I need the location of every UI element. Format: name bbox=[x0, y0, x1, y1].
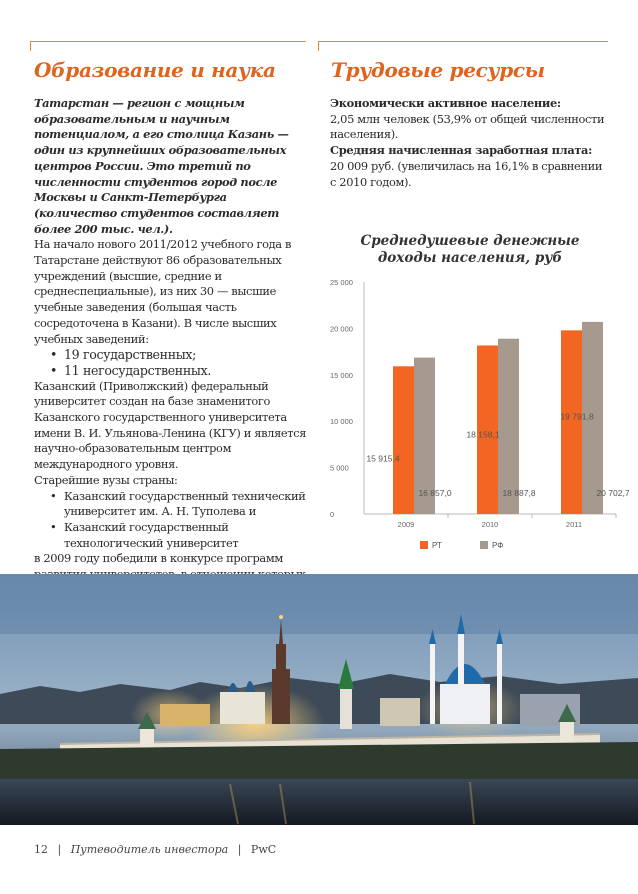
y-tick-label: 10 000 bbox=[330, 417, 353, 427]
data-label-rf: 18 887,8 bbox=[502, 488, 536, 498]
education-intro: Татарстан — регион с мощным образовательным и научным потенциалом, а его столица Казань — один из крупнейших образовательных центров России. Это третий по численности студентов город после Москвы и Санкт-Петербурга (количество студентов составляет более 200 тыс. чел.). bbox=[34, 96, 289, 236]
kremlin-illustration bbox=[0, 574, 638, 825]
page-footer bbox=[34, 843, 276, 856]
salary-label: Средняя начисленная заработная плата: bbox=[330, 143, 592, 158]
legend-swatch-РТ bbox=[420, 541, 428, 549]
legend-label: РТ bbox=[432, 541, 442, 550]
brand-name: PwC bbox=[250, 843, 277, 856]
list-item: • Казанский государственный технологический университет bbox=[34, 520, 310, 551]
right-header-tick bbox=[318, 41, 319, 51]
guide-title: Путеводитель инвестора bbox=[70, 843, 229, 856]
labor-column bbox=[330, 96, 610, 190]
bar-РТ-2011 bbox=[561, 330, 582, 514]
legend-swatch-РФ bbox=[480, 541, 488, 549]
data-label-rt: 19 791,8 bbox=[560, 411, 594, 422]
education-paragraph-1: На начало нового 2011/2012 учебного года в Татарстане действуют 86 образовательных учреждений (высшие, средние и среднеспециальные), из них 30 — высшие учебные заведения (большая часть сосредоточена в Казани). В числе высших учебных заведений: bbox=[34, 237, 292, 346]
salary-value: 20 009 руб. (увеличилась на 16,1% в сравнении с 2010 годом). bbox=[330, 158, 603, 189]
bar-РТ-2009 bbox=[393, 366, 414, 514]
data-label-rf: 20 702,7 bbox=[596, 488, 630, 498]
education-column bbox=[34, 96, 310, 614]
y-tick-label: 5 000 bbox=[330, 463, 349, 473]
x-tick-label: 2010 bbox=[481, 520, 499, 529]
education-paragraph-4: в 2009 году победили в конкурсе программ bbox=[34, 551, 283, 566]
list-item: • 19 государственных; bbox=[34, 347, 310, 363]
education-paragraph-2: Казанский (Приволжский) федеральный университет создан на базе знаменитого Казанского государственного университета имени В. И. Ульянова-Ленина (КГУ) и является научно-образовательным центром международного уровня. bbox=[34, 378, 307, 472]
data-label-rt: 15 915,4 bbox=[366, 453, 400, 464]
y-tick-label: 20 000 bbox=[330, 324, 353, 334]
active-population-value: 2,05 млн человек (53,9% от общей численности населения). bbox=[330, 111, 605, 142]
left-header-tick bbox=[30, 41, 31, 51]
y-tick-label: 0 bbox=[330, 510, 335, 519]
y-tick-label: 15 000 bbox=[330, 370, 353, 380]
list-item: • 11 негосударственных. bbox=[34, 363, 310, 379]
education-paragraph-3: Старейшие вузы страны: bbox=[34, 472, 178, 487]
legend-label: РФ bbox=[492, 541, 504, 550]
x-tick-label: 2009 bbox=[397, 520, 415, 529]
left-heading: Образование и наука bbox=[34, 58, 276, 82]
x-tick-label: 2011 bbox=[565, 520, 583, 529]
oldest-universities-list bbox=[34, 489, 310, 552]
y-tick-label: 25 000 bbox=[330, 278, 353, 287]
kazan-kremlin-photo bbox=[0, 574, 638, 825]
chart-title: Среднедушевые денежные доходы населения, руб bbox=[360, 233, 580, 266]
footer-separator: | bbox=[57, 843, 62, 856]
right-heading: Трудовые ресурсы bbox=[331, 58, 545, 82]
university-count-list bbox=[34, 347, 310, 378]
footer-separator: | bbox=[237, 843, 242, 856]
data-label-rf: 16 857,0 bbox=[418, 488, 452, 498]
left-header-rule bbox=[30, 41, 306, 42]
active-population-label: Экономически активное население: bbox=[330, 96, 561, 110]
list-item: • Казанский государственный технический университет им. А. Н. Туполева и bbox=[34, 489, 310, 520]
income-bar-chart bbox=[324, 268, 630, 558]
data-label-rt: 18 158,1 bbox=[466, 429, 500, 440]
page-number: 12 bbox=[34, 843, 48, 856]
right-header-rule bbox=[318, 41, 608, 42]
